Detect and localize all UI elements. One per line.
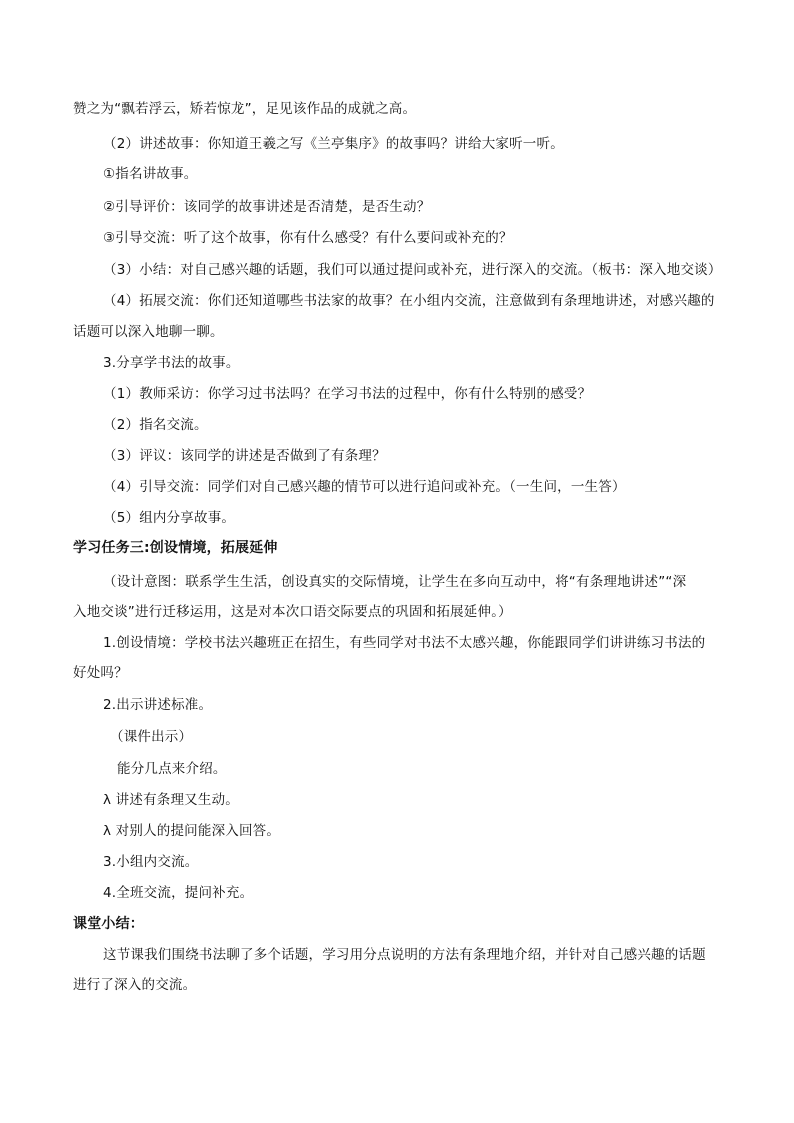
section-heading: 课堂小结： xyxy=(73,916,144,932)
paragraph-line: （1）教师采访：你学习过书法吗？在学习书法的过程中，你有什么特别的感受？ xyxy=(103,386,592,402)
paragraph-line: （2）指名交流。 xyxy=(103,417,208,433)
paragraph-line: 1.创设情境：学校书法兴趣班正在招生，有些同学对书法不太感兴趣，你能跟同学们讲讲练习书法的 xyxy=(103,635,706,651)
paragraph-line: 3.分享学书法的故事。 xyxy=(103,355,240,371)
paragraph-line: （3）小结：对自己感兴趣的话题，我们可以通过提问或补充，进行深入的交流。（板书：深入地交谈） xyxy=(103,262,722,278)
paragraph-line: 能分几点来介绍。 xyxy=(117,761,227,777)
paragraph-line: （4）拓展交流：你们还知道哪些书法家的故事？在小组内交流，注意做到有条理地讲述，对感兴趣的 xyxy=(103,293,715,309)
bullet-item: λ 对别人的提问能深入回答。 xyxy=(103,823,281,839)
paragraph-line: 赞之为“飘若浮云，矫若惊龙”，足见该作品的成就之高。 xyxy=(73,101,417,117)
paragraph-line: （2）讲述故事：你知道王羲之写《兰亭集序》的故事吗？讲给大家听一听。 xyxy=(103,136,564,152)
section-heading: 学习任务三:创设情境，拓展延伸 xyxy=(73,540,278,556)
paragraph-line: ②引导评价：该同学的故事讲述是否清楚，是否生动？ xyxy=(103,199,431,215)
paragraph-line: ③引导交流：听了这个故事，你有什么感受？有什么要问或补充的？ xyxy=(103,230,513,246)
paragraph-line: （5）组内分享故事。 xyxy=(103,510,236,526)
paragraph-line: （设计意图：联系学生生活，创设真实的交际情境，让学生在多向互动中，将“有条理地讲述”“深 xyxy=(103,574,687,590)
paragraph-line: 4.全班交流，提问补充。 xyxy=(103,885,254,901)
paragraph-line: 入地交谈”进行迁移运用，这是对本次口语交际要点的巩固和拓展延伸。） xyxy=(73,604,512,620)
paragraph-line: 进行了深入的交流。 xyxy=(73,977,197,993)
bullet-item: λ 讲述有条理又生动。 xyxy=(103,792,239,808)
paragraph-line: ①指名讲故事。 xyxy=(103,166,198,182)
paragraph-line: 这节课我们围绕书法聊了多个话题，学习用分点说明的方法有条理地介绍，并针对自己感兴趣的话题 xyxy=(103,947,706,963)
paragraph-line: （4）引导交流：同学们对自己感兴趣的情节可以进行追问或补充。（一生问，一生答） xyxy=(103,479,626,495)
paragraph-line: 话题可以深入地聊一聊。 xyxy=(73,324,224,340)
paragraph-line: （3）评议：该同学的讲述是否做到了有条理？ xyxy=(103,448,386,464)
paragraph-line: （课件出示） xyxy=(110,729,193,745)
paragraph-line: 2.出示讲述标准。 xyxy=(103,697,213,713)
paragraph-line: 3.小组内交流。 xyxy=(103,854,199,870)
paragraph-line: 好处吗？ xyxy=(73,665,128,681)
